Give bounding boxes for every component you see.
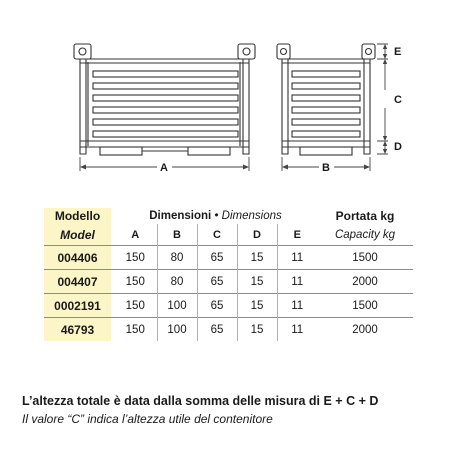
- col-header-c: C: [197, 224, 237, 246]
- model-header: Modello: [44, 208, 111, 224]
- table-header-row-1: [44, 208, 413, 224]
- model-code: 0002191: [44, 294, 111, 318]
- specs-table: [44, 208, 413, 341]
- model-code: 004406: [44, 246, 111, 270]
- value-c: 65: [197, 294, 237, 318]
- side-view: [277, 44, 375, 155]
- col-header-d: D: [237, 224, 277, 246]
- side-fork-pocket: [300, 147, 352, 155]
- side-lifting-eye-left: [277, 44, 290, 59]
- col-header-e: E: [293, 228, 301, 241]
- value-e: 11: [277, 246, 317, 270]
- value-d: 15: [237, 294, 277, 318]
- value-a: 150: [114, 294, 157, 318]
- footnote-usable-height: Il valore “C” indica l’altezza utile del contenitore: [22, 412, 273, 426]
- dim-label-c: C: [394, 94, 402, 106]
- dimensions-bullet: •: [214, 210, 219, 222]
- front-view: [74, 44, 255, 155]
- value-b: 80: [157, 246, 197, 270]
- model-header-en: Model: [44, 224, 111, 246]
- value-a: 150: [114, 246, 157, 270]
- model-code: 46793: [44, 318, 111, 342]
- value-e: 11: [277, 294, 317, 318]
- capacity-header: Portata kg: [335, 209, 395, 223]
- value-capacity: 1500: [317, 294, 413, 318]
- side-lifting-eye-right: [362, 44, 375, 59]
- col-header-b: B: [157, 224, 197, 246]
- col-header-a: A: [131, 228, 140, 241]
- technical-drawing: [0, 0, 454, 200]
- table-row: [44, 246, 413, 270]
- value-a: 150: [114, 318, 157, 342]
- table-header-row-2: [44, 224, 413, 246]
- dimensions-header-en: Dimensions: [221, 210, 282, 222]
- value-c: 65: [197, 318, 237, 342]
- capacity-header-en: Capacity kg: [334, 228, 396, 241]
- value-c: 65: [197, 270, 237, 294]
- value-b: 100: [157, 318, 197, 342]
- front-lifting-eye-right: [238, 44, 255, 59]
- front-lifting-eye-left: [74, 44, 91, 59]
- dim-label-a: A: [160, 162, 168, 174]
- value-b: 80: [157, 270, 197, 294]
- value-b: 100: [157, 294, 197, 318]
- table-row: [44, 270, 413, 294]
- dim-label-b: B: [322, 162, 330, 174]
- value-capacity: 2000: [317, 318, 413, 342]
- value-a: 150: [114, 270, 157, 294]
- dim-label-e: E: [394, 46, 402, 58]
- front-fork-pocket-right: [188, 147, 230, 155]
- value-e: 11: [277, 270, 317, 294]
- value-c: 65: [197, 246, 237, 270]
- dim-label-d: D: [394, 141, 402, 153]
- value-d: 15: [237, 246, 277, 270]
- table-row: [44, 294, 413, 318]
- value-capacity: 1500: [317, 246, 413, 270]
- dimensions-header-it: Dimensioni: [149, 210, 212, 222]
- value-e: 11: [277, 318, 317, 342]
- model-code: 004407: [44, 270, 111, 294]
- dimensions-header: [114, 208, 317, 224]
- front-fork-pocket-left: [100, 147, 142, 155]
- value-d: 15: [237, 270, 277, 294]
- footnote-total-height: L’altezza totale è data dalla somma delle misura di E + C + D: [22, 394, 379, 408]
- value-capacity: 2000: [317, 270, 413, 294]
- value-d: 15: [237, 318, 277, 342]
- table-row: [44, 318, 413, 342]
